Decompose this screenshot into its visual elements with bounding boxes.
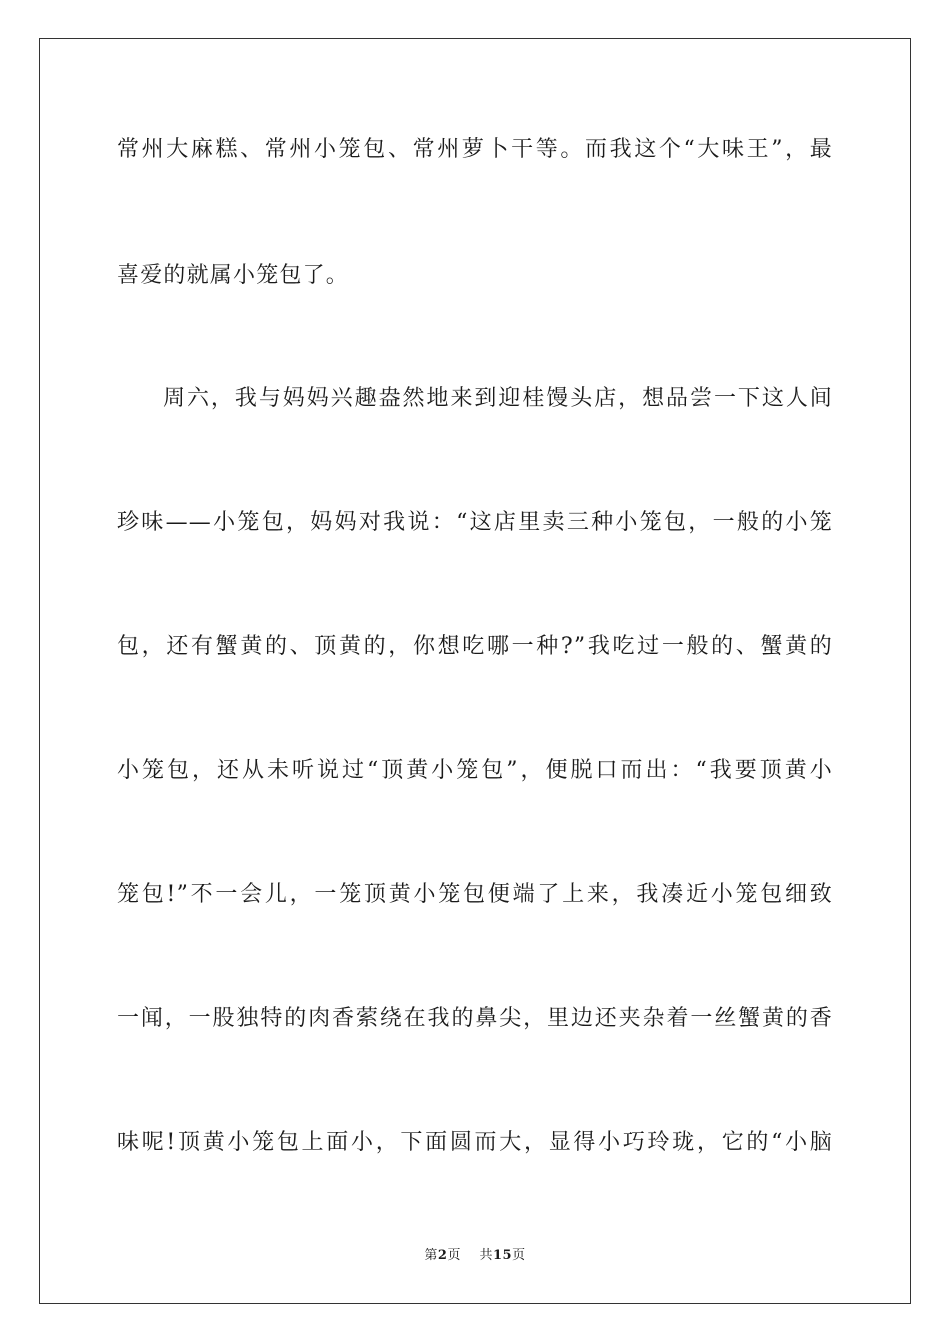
text-line-3: 周六，我与妈妈兴趣盎然地来到迎桂馒头店，想品尝一下这人间 [163,386,833,411]
footer-total-pages: 15 [493,1248,513,1263]
text-line-4: 珍味——小笼包，妈妈对我说：“这店里卖三种小笼包，一般的小笼 [117,510,833,535]
text-line-9: 味呢!顶黄小笼包上面小，下面圆而大，显得小巧玲珑，它的“小脑 [117,1130,833,1155]
text-line-8: 一闻，一股独特的肉香萦绕在我的鼻尖，里边还夹杂着一丝蟹黄的香 [117,1006,833,1031]
footer-page-suffix: 页 [447,1248,461,1263]
footer-page-prefix: 第 [424,1248,438,1263]
text-line-1: 常州大麻糕、常州小笼包、常州萝卜干等。而我这个“大味王”，最 [117,137,833,162]
footer-total-prefix: 共 [479,1248,493,1263]
text-line-7: 笼包!”不一会儿，一笼顶黄小笼包便端了上来，我凑近小笼包细致 [117,882,833,907]
footer-page-number: 2 [437,1248,448,1263]
footer-total-suffix: 页 [512,1248,526,1263]
page-border [39,38,911,1304]
text-line-5: 包，还有蟹黄的、顶黄的，你想吃哪一种?”我吃过一般的、蟹黄的 [117,634,833,659]
text-line-2: 喜爱的就属小笼包了。 [117,263,350,288]
page-footer [0,1247,950,1265]
text-line-6: 小笼包，还从未听说过“顶黄小笼包”，便脱口而出：“我要顶黄小 [117,758,833,783]
